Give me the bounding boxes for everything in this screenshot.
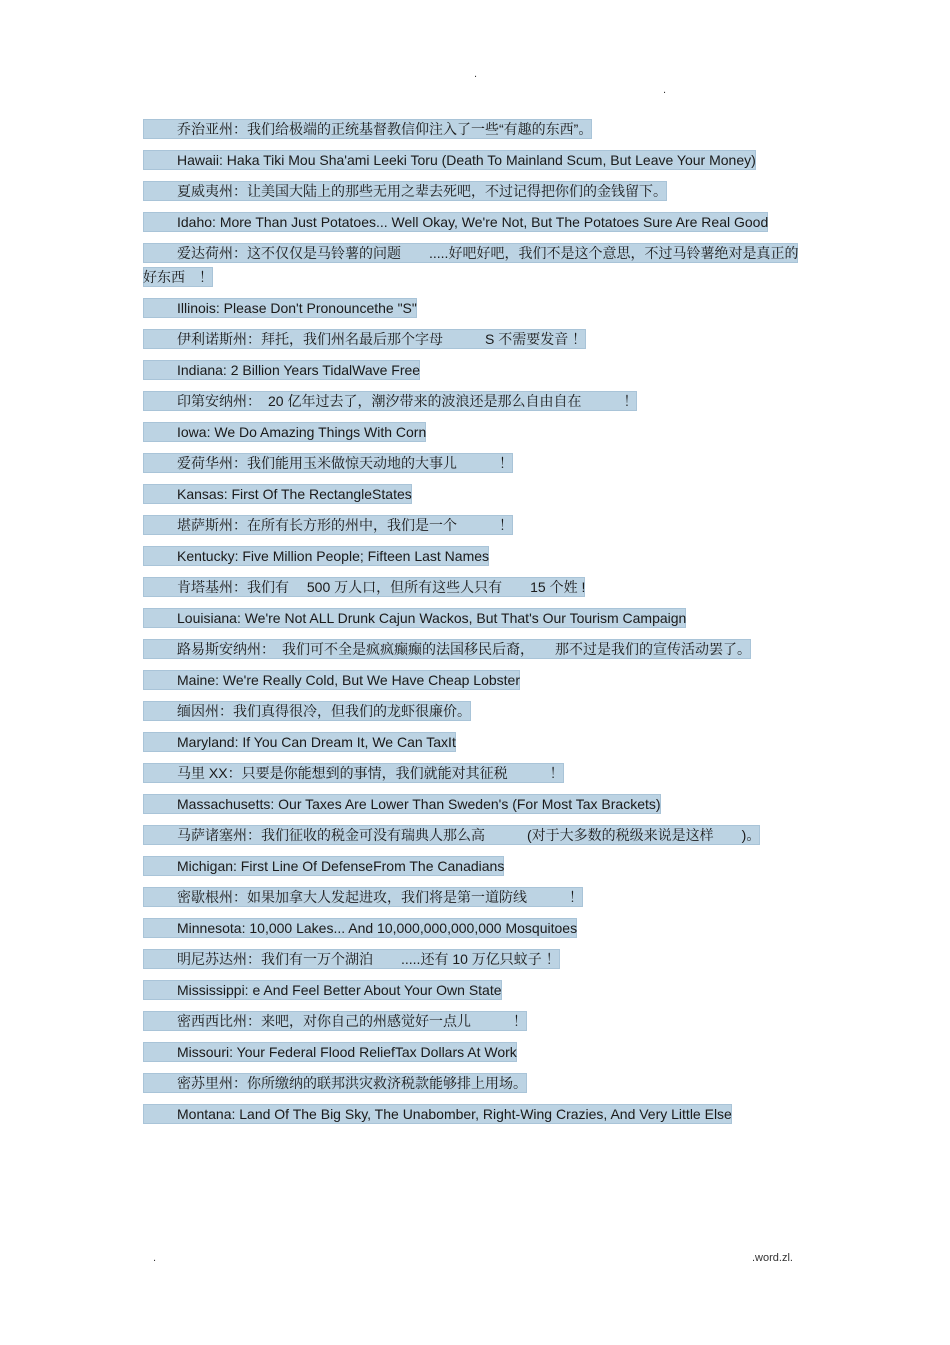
document-body [143, 117, 808, 1133]
line-text: 明尼苏达州：我们有一万个湖泊 .....还有 10 万亿只蚊子 ！ [177, 951, 560, 967]
footer-mark-right: .word.zl. [752, 1252, 793, 1264]
line-text: 印第安纳州： 20 亿年过去了，潮汐带来的波浪还是那么自由自在 ！ [177, 393, 638, 409]
highlighted-text [143, 391, 637, 411]
text-line [143, 823, 808, 847]
line-text: 马里 XX：只要是你能想到的事情，我们就能对其征税 ！ [177, 765, 564, 781]
highlighted-text [143, 980, 502, 1000]
text-line [143, 1071, 808, 1095]
text-line [143, 544, 808, 568]
line-text: 爱达荷州：这不仅仅是马铃薯的问题 .....好吧好吧，我们不是这个意思，不过马铃薯绝对是真正的好东西 ！ [143, 245, 799, 285]
text-line [143, 637, 808, 661]
line-text: 路易斯安纳州： 我们可不全是疯疯癫癫的法国移民后裔， 那不过是我们的宣传活动罢了。 [177, 641, 751, 657]
line-text: Michigan: First Line Of DefenseFrom The Canadians [177, 858, 505, 874]
highlighted-text [143, 1011, 527, 1031]
highlighted-text [143, 1042, 517, 1062]
text-line [143, 179, 808, 203]
line-text: Minnesota: 10,000 Lakes... And 10,000,000,000,000 Mosquitoes [177, 920, 578, 936]
text-line [143, 389, 808, 413]
line-text: Maine: We're Really Cold, But We Have Cheap Lobster [177, 672, 520, 688]
highlighted-text [143, 298, 417, 318]
text-line [143, 606, 808, 630]
text-line [143, 241, 808, 289]
text-line [143, 575, 808, 599]
line-text: Idaho: More Than Just Potatoes... Well Okay, We're Not, But The Potatoes Sure Are Real Good [177, 214, 769, 230]
text-line [143, 1102, 808, 1126]
highlighted-text [143, 639, 751, 659]
line-text: Kansas: First Of The RectangleStates [177, 486, 412, 502]
highlighted-text [143, 360, 420, 380]
highlighted-text [143, 181, 667, 201]
text-line [143, 916, 808, 940]
text-line [143, 210, 808, 234]
text-line [143, 792, 808, 816]
highlighted-text [143, 515, 513, 535]
highlighted-text [143, 453, 513, 473]
text-line [143, 327, 808, 351]
line-text: 缅因州：我们真得很冷，但我们的龙虾很廉价。 [177, 703, 471, 719]
text-line [143, 978, 808, 1002]
highlighted-text [143, 546, 489, 566]
highlighted-text [143, 763, 564, 783]
highlighted-text [143, 484, 412, 504]
highlighted-text [143, 887, 583, 907]
highlighted-text [143, 918, 577, 938]
highlighted-text [143, 119, 592, 139]
text-line [143, 1009, 808, 1033]
highlighted-text [143, 243, 798, 287]
highlighted-text [143, 794, 661, 814]
text-line [143, 513, 808, 537]
highlighted-text [143, 329, 586, 349]
text-line [143, 482, 808, 506]
line-text: 马萨诸塞州：我们征收的税金可没有瑞典人那么高 (对于大多数的税级来说是这样 )。 [177, 827, 761, 843]
text-line [143, 761, 808, 785]
text-line [143, 1040, 808, 1064]
highlighted-text [143, 1104, 732, 1124]
highlighted-text [143, 732, 456, 752]
text-line [143, 420, 808, 444]
highlighted-text [143, 212, 768, 232]
line-text: 密苏里州：你所缴纳的联邦洪灾救济税款能够排上用场。 [177, 1075, 527, 1091]
line-text: Kentucky: Five Million People; Fifteen Last Names [177, 548, 490, 564]
line-text: Hawaii: Haka Tiki Mou Sha'ami Leeki Toru (Death To Mainland Scum, But Leave Your Money) [177, 152, 756, 168]
highlighted-text [143, 825, 760, 845]
line-text: Mississippi: e And Feel Better About Your Own State [177, 982, 502, 998]
highlighted-text [143, 670, 520, 690]
text-line [143, 296, 808, 320]
line-text: 伊利诺斯州：拜托，我们州名最后那个字母 S 不需要发音 ！ [177, 331, 587, 347]
text-line [143, 885, 808, 909]
line-text: 肯塔基州：我们有 500 万人口，但所有这些人只有 15 个姓 ! [177, 579, 586, 595]
line-text: Iowa: We Do Amazing Things With Corn [177, 424, 427, 440]
line-text: 密西西比州：来吧，对你自己的州感觉好一点儿 ！ [177, 1013, 527, 1029]
header-mark-right: . [663, 84, 667, 96]
highlighted-text [143, 150, 756, 170]
text-line [143, 854, 808, 878]
line-text: 乔治亚州：我们给极端的正统基督教信仰注入了一些“有趣的东西”。 [177, 121, 593, 137]
text-line [143, 668, 808, 692]
line-text: 夏威夷州：让美国大陆上的那些无用之辈去死吧，不过记得把你们的金钱留下。 [177, 183, 667, 199]
footer-mark-left: . [153, 1252, 157, 1264]
text-line [143, 358, 808, 382]
line-text: Illinois: Please Don't Pronouncethe "S" [177, 300, 417, 316]
highlighted-text [143, 701, 471, 721]
line-text: Louisiana: We're Not ALL Drunk Cajun Wackos, But That's Our Tourism Campaign [177, 610, 687, 626]
highlighted-text [143, 856, 504, 876]
highlighted-text [143, 608, 686, 628]
line-text: Missouri: Your Federal Flood ReliefTax Dollars At Work [177, 1044, 517, 1060]
line-text: 爱荷华州：我们能用玉米做惊天动地的大事儿 ！ [177, 455, 513, 471]
text-line [143, 451, 808, 475]
text-line [143, 148, 808, 172]
highlighted-text [143, 949, 560, 969]
header-mark-left: . [474, 68, 478, 80]
line-text: 密歇根州：如果加拿大人发起进攻，我们将是第一道防线 ！ [177, 889, 583, 905]
line-text: Indiana: 2 Billion Years TidalWave Free [177, 362, 421, 378]
text-line [143, 699, 808, 723]
text-line [143, 117, 808, 141]
highlighted-text [143, 577, 585, 597]
line-text: Maryland: If You Can Dream It, We Can TaxIt [177, 734, 456, 750]
highlighted-text [143, 422, 426, 442]
text-line [143, 730, 808, 754]
line-text: 堪萨斯州：在所有长方形的州中，我们是一个 ！ [177, 517, 513, 533]
line-text: Montana: Land Of The Big Sky, The Unabomber, Right-Wing Crazies, And Very Little Else [177, 1106, 732, 1122]
line-text: Massachusetts: Our Taxes Are Lower Than Sweden's (For Most Tax Brackets) [177, 796, 661, 812]
text-line [143, 947, 808, 971]
highlighted-text [143, 1073, 527, 1093]
